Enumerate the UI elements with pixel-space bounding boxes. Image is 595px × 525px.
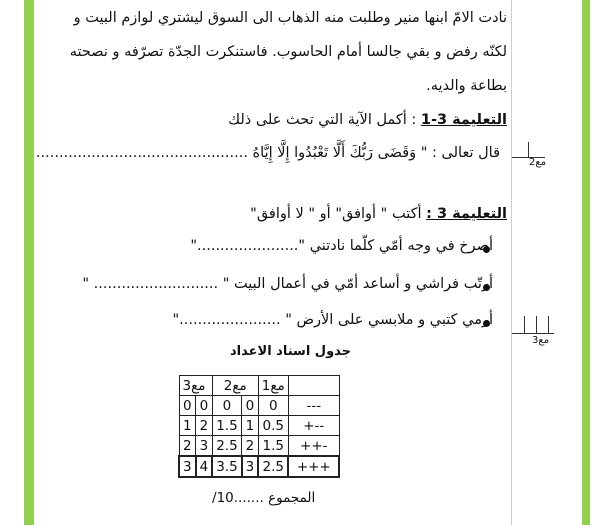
instruction-1-text: : أكمل الآية التي تحث على ذلك bbox=[228, 112, 417, 128]
level-cell: +-- bbox=[288, 416, 339, 436]
total-score: المجموع .......10/ bbox=[212, 490, 316, 506]
cell: 4 bbox=[196, 456, 213, 477]
cell: 3 bbox=[242, 456, 259, 477]
cell: 0 bbox=[258, 396, 288, 416]
table-row bbox=[179, 416, 339, 436]
cell: 2.5 bbox=[258, 456, 288, 477]
statement-1: أصرخ في وجه أمّي كلّما نادتني "......................" bbox=[190, 238, 493, 254]
cell: 1.5 bbox=[258, 436, 288, 457]
cell: 0 bbox=[196, 396, 213, 416]
criterion-mark-m3 bbox=[512, 316, 554, 334]
header-m1: مع1 bbox=[258, 376, 288, 396]
cell: 0 bbox=[212, 396, 241, 416]
instruction-1-line bbox=[228, 112, 507, 128]
cell: 1 bbox=[242, 416, 259, 436]
table-header-row bbox=[179, 376, 339, 396]
cell: 2.5 bbox=[212, 436, 241, 457]
intro-line-3: بطاعة والديه. bbox=[426, 78, 507, 94]
intro-line-1: نادت الامّ ابنها منير وطلبت منه الذهاب الى السوق ليشتري لوازم البيت و bbox=[73, 10, 507, 26]
instruction-2-line bbox=[250, 206, 507, 222]
table-row bbox=[179, 396, 339, 416]
header-empty bbox=[288, 376, 339, 396]
header-m2: مع2 bbox=[212, 376, 258, 396]
cell: 0 bbox=[242, 396, 259, 416]
verse-line: قال تعالى : " وَقَضَى رَبُّكَ أَلَّا تَعْبُدُوا إِلَّا إِيَّاهُ .............................................. bbox=[35, 145, 500, 161]
statement-3: أرمي كتبي و ملابسي على الأرض " ......................" bbox=[172, 312, 493, 328]
instruction-2-text: أكتب " أوافق" أو " لا أوافق" bbox=[250, 206, 422, 222]
cell: 0 bbox=[179, 396, 196, 416]
cell: 3 bbox=[179, 456, 196, 477]
table-row bbox=[179, 436, 339, 457]
statement-2: أرتّب فراشي و أساعد أمّي في أعمال البيت " ........................... " bbox=[82, 276, 493, 292]
instruction-1-title: التعليمة 3-1 bbox=[420, 112, 507, 128]
criterion-label-m3: مع3 bbox=[532, 335, 550, 346]
page-border-right bbox=[582, 0, 590, 525]
level-cell: ++- bbox=[288, 436, 339, 457]
criterion-label-m2: مع2 bbox=[529, 157, 547, 168]
grading-table-title: جدول اسناد الاعداد bbox=[230, 344, 352, 359]
header-m3: مع3 bbox=[179, 376, 212, 396]
margin-divider bbox=[511, 0, 512, 525]
intro-line-2: لكنّه رفض و بقي جالسا أمام الحاسوب. فاستنكرت الجدّة تصرّفه و نصحته bbox=[69, 44, 507, 60]
cell: 1.5 bbox=[212, 416, 241, 436]
cell: 2 bbox=[179, 436, 196, 457]
cell: 3.5 bbox=[212, 456, 241, 477]
instruction-2-title: التعليمة 3 : bbox=[426, 206, 507, 222]
level-cell: +++ bbox=[288, 456, 339, 477]
level-cell: --- bbox=[288, 396, 339, 416]
grading-table bbox=[178, 375, 340, 478]
cell: 3 bbox=[196, 436, 213, 457]
cell: 2 bbox=[242, 436, 259, 457]
table-row bbox=[179, 456, 339, 477]
cell: 0.5 bbox=[258, 416, 288, 436]
cell: 2 bbox=[196, 416, 213, 436]
criterion-mark-m2 bbox=[512, 142, 545, 158]
page-border-left bbox=[24, 0, 34, 525]
cell: 1 bbox=[179, 416, 196, 436]
